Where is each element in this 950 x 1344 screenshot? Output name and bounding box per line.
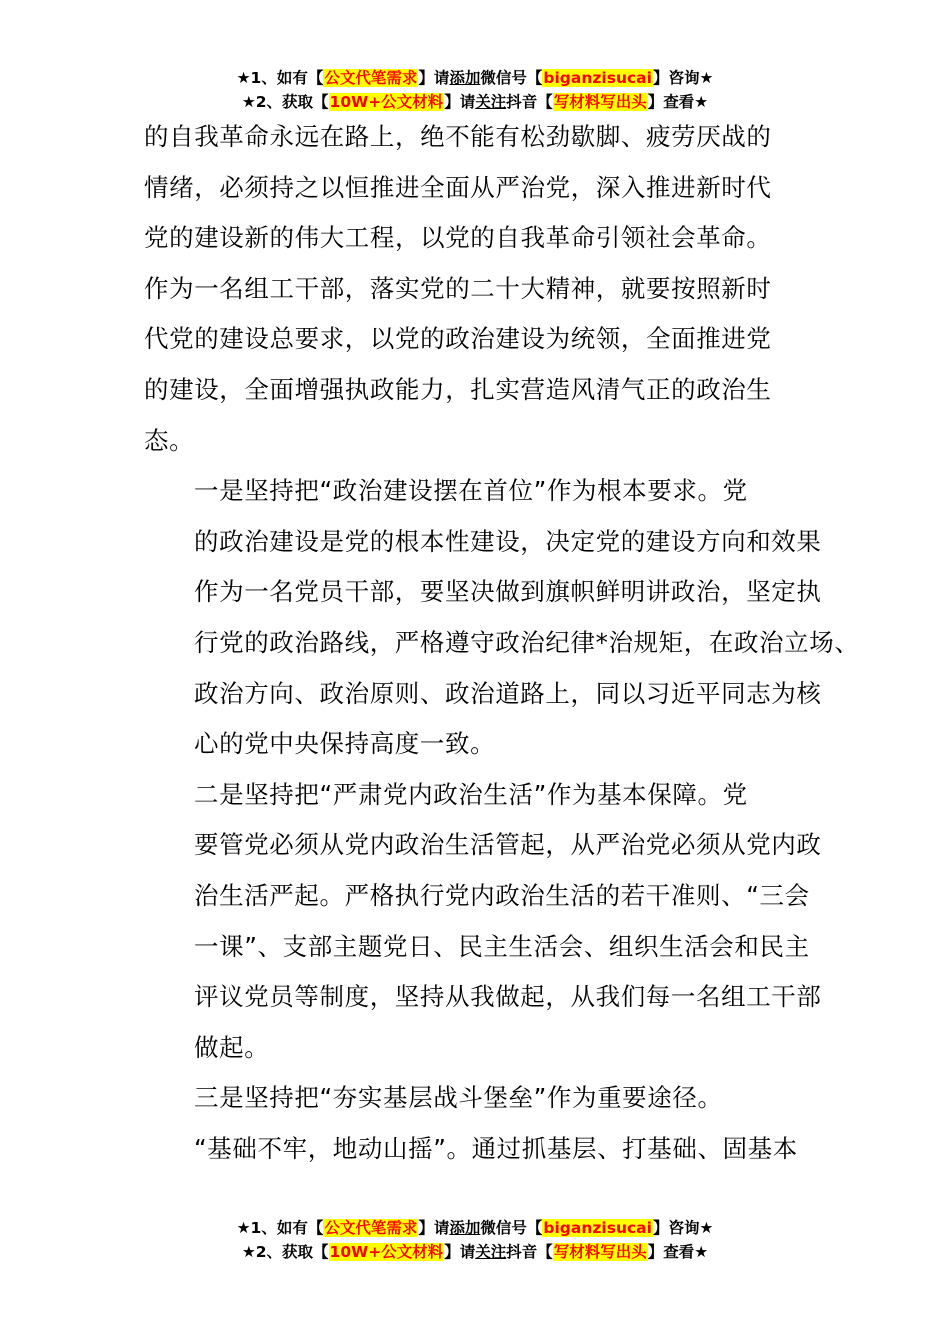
paragraph-line: 情绪，必须持之以恒推进全面从严治党，深入推进新时代 xyxy=(144,172,772,202)
banner-text: 抖音【 xyxy=(506,1243,553,1261)
banner-underline: 添加 xyxy=(449,1219,481,1237)
banner-text: 】请 xyxy=(418,69,450,87)
banner-text: 微信号【 xyxy=(480,1219,543,1237)
paragraph-line: 作为一名党员干部，要坚决做到旗帜鲜明讲政治，坚定执 xyxy=(194,577,822,607)
paragraph-line: 的自我革命永远在路上，绝不能有松劲歇脚、疲劳厌战的 xyxy=(144,122,772,151)
banner-highlight: 写材料写出头 xyxy=(553,93,647,111)
paragraph-line: 一课”、支部主题党日、民主生活会、组织生活会和民主 xyxy=(194,931,810,961)
banner-text: 】请 xyxy=(444,1243,476,1261)
banner-underline: 关注 xyxy=(475,93,507,111)
paragraph-line: 心的党中央保持高度一致。 xyxy=(194,729,496,759)
paragraph-line: 治生活严起。严格执行党内政治生活的若干准则、“三会 xyxy=(194,880,810,910)
paragraph-line: 态。 xyxy=(144,425,195,455)
paragraph-line: 代党的建设总要求，以党的政治建设为统领，全面推进党 xyxy=(144,324,772,354)
paragraph xyxy=(144,770,822,1074)
document-body xyxy=(144,112,860,1174)
footer-line-2 xyxy=(0,1240,950,1264)
header-line-1 xyxy=(0,66,950,90)
paragraph xyxy=(144,466,860,770)
paragraph-line: 的建设，全面增强执政能力，扎实营造风清气正的政治生 xyxy=(144,374,772,404)
banner-highlight: 公文代笔需求 xyxy=(324,69,418,87)
header-line-2 xyxy=(0,90,950,114)
banner-text: ★2、获取【 xyxy=(241,1243,329,1261)
footer-line-1 xyxy=(0,1216,950,1240)
paragraph-line: 作为一名组工干部，落实党的二十大精神，就要按照新时 xyxy=(144,273,772,303)
paragraph-line: 一是坚持把“政治建设摆在首位”作为根本要求。党 xyxy=(194,476,748,506)
banner-highlight: biganzisucai xyxy=(543,69,652,87)
banner-text: 】请 xyxy=(444,93,476,111)
paragraph-line: 三是坚持把“夯实基层战斗堡垒”作为重要途径。 xyxy=(194,1083,723,1113)
header-banner xyxy=(0,66,950,114)
banner-text: 】请 xyxy=(418,1219,450,1237)
banner-highlight: 10W+公文材料 xyxy=(329,1243,444,1261)
paragraph-line: 要管党必须从党内政治生活管起，从严治党必须从党内政 xyxy=(194,830,822,860)
paragraph-line: 政治方向、政治原则、政治道路上，同以习近平同志为核 xyxy=(194,678,822,708)
paragraph xyxy=(144,112,812,466)
banner-highlight: 公文代笔需求 xyxy=(324,1219,418,1237)
banner-underline: 添加 xyxy=(449,69,481,87)
paragraph xyxy=(144,1073,812,1174)
banner-text: 】咨询★ xyxy=(652,1219,714,1237)
banner-text: ★1、如有【 xyxy=(236,69,324,87)
paragraph-line: 行党的政治路线，严格遵守政治纪律*治规矩，在政治立场、 xyxy=(194,627,860,657)
banner-highlight: biganzisucai xyxy=(543,1219,652,1237)
paragraph-line: 做起。 xyxy=(194,1032,270,1062)
paragraph-line: 的政治建设是党的根本性建设，决定党的建设方向和效果 xyxy=(194,526,822,556)
banner-highlight: 写材料写出头 xyxy=(553,1243,647,1261)
paragraph-line: 党的建设新的伟大工程，以党的自我革命引领社会革命。 xyxy=(144,223,772,253)
banner-text: 】查看★ xyxy=(647,93,709,111)
paragraph-line: 二是坚持把“严肃党内政治生活”作为基本保障。党 xyxy=(194,779,748,809)
banner-text: 】查看★ xyxy=(647,1243,709,1261)
banner-text: ★1、如有【 xyxy=(236,1219,324,1237)
banner-underline: 关注 xyxy=(475,1243,507,1261)
banner-text: ★2、获取【 xyxy=(241,93,329,111)
banner-text: 】咨询★ xyxy=(652,69,714,87)
banner-highlight: 10W+公文材料 xyxy=(329,93,444,111)
paragraph-line: 评议党员等制度，坚持从我做起，从我们每一名组工干部 xyxy=(194,982,822,1012)
footer-banner xyxy=(0,1216,950,1264)
paragraph-line: “基础不牢，地动山摇”。通过抓基层、打基础、固基本 xyxy=(194,1133,798,1163)
banner-text: 抖音【 xyxy=(506,93,553,111)
banner-text: 微信号【 xyxy=(480,69,543,87)
